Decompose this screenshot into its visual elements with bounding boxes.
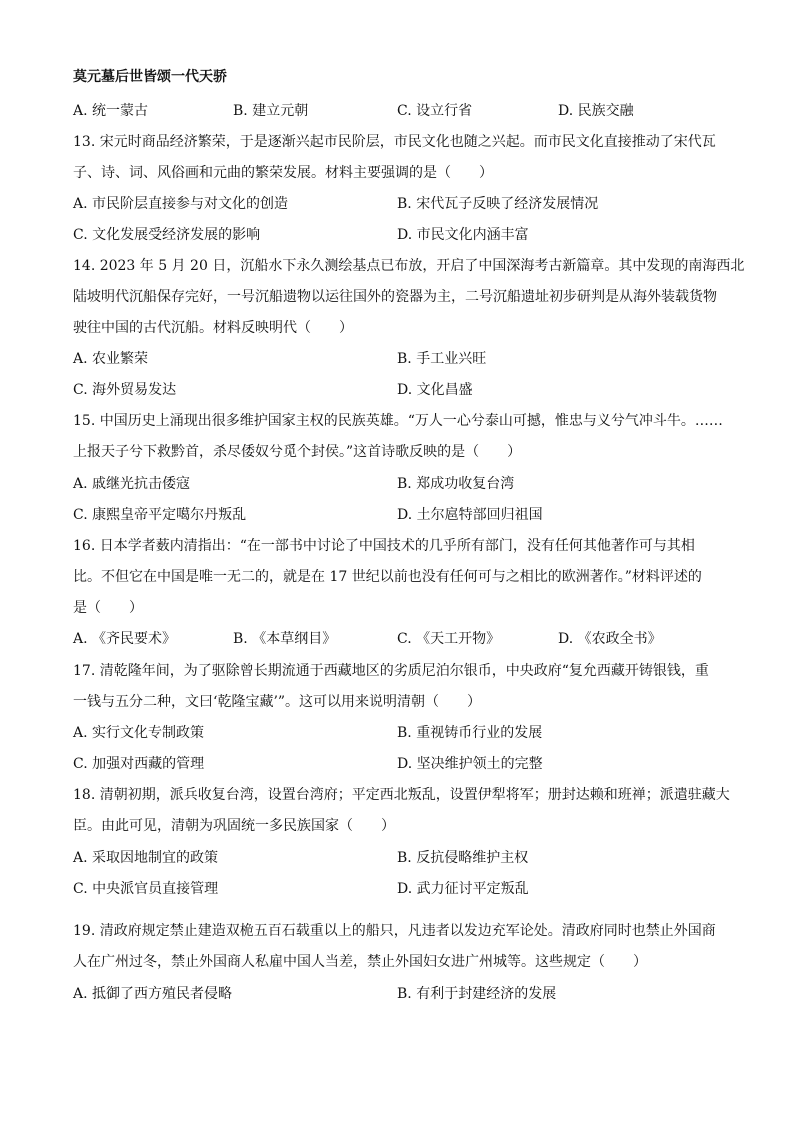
q19-stem-line-1: 19. 清政府规定禁止建造双桅五百石载重以上的船只，凡违者以发边充军论处。清政府同时也禁止外国商 <box>73 923 716 939</box>
q14-option-b: B. 手工业兴旺 <box>397 351 487 367</box>
q14-option-c: C. 海外贸易发达 <box>73 382 177 398</box>
q17-option-b: B. 重视铸币行业的发展 <box>397 725 543 741</box>
q18-option-c: C. 中央派官员直接管理 <box>73 881 219 897</box>
q16-option-c: C. 《天工开物》 <box>397 631 501 647</box>
section-title: 莫元墓后世皆颂一代天骄 <box>73 69 227 85</box>
q17-option-c: C. 加强对西藏的管理 <box>73 756 205 772</box>
q19-stem-line-2: 人在广州过冬，禁止外国商人私雇中国人当差，禁止外国妇女进广州城等。这些规定（ ） <box>73 954 647 970</box>
q16-stem-line-3: 是（ ） <box>73 600 143 616</box>
q13-option-c: C. 文化发展受经济发展的影响 <box>73 227 261 243</box>
q18-option-a: A. 采取因地制宜的政策 <box>73 850 219 866</box>
q15-option-a: A. 戚继光抗击倭寇 <box>73 476 191 492</box>
q14-stem-line-3: 驶往中国的古代沉船。材料反映明代（ ） <box>73 320 353 336</box>
q13-option-b: B. 宋代瓦子反映了经济发展情况 <box>397 196 599 212</box>
q16-option-a: A. 《齐民要术》 <box>73 631 177 647</box>
q16-stem-line-2: 比。不但它在中国是唯一无二的，就是在 17 世纪以前也没有任何可与之相比的欧洲著作。”材料评述的 <box>73 569 702 585</box>
q17-stem-line-1: 17. 清乾隆年间，为了驱除曾长期流通于西藏地区的劣质尼泊尔银币，中央政府“复允西藏开铸银钱，重 <box>73 663 709 679</box>
q12-option-d: D. 民族交融 <box>558 103 634 119</box>
q19-option-b: B. 有利于封建经济的发展 <box>397 986 557 1002</box>
q12-option-a: A. 统一蒙古 <box>73 103 149 119</box>
q17-option-a: A. 实行文化专制政策 <box>73 725 205 741</box>
q19-option-a: A. 抵御了西方殖民者侵略 <box>73 986 233 1002</box>
q18-option-d: D. 武力征讨平定叛乱 <box>397 881 529 897</box>
q13-option-d: D. 市民文化内涵丰富 <box>397 227 529 243</box>
q12-option-b: B. 建立元朝 <box>233 103 309 119</box>
q15-option-d: D. 土尔扈特部回归祖国 <box>397 507 543 523</box>
q17-option-d: D. 坚决维护领土的完整 <box>397 756 543 772</box>
q16-option-b: B. 《本草纲目》 <box>233 631 337 647</box>
q14-option-d: D. 文化昌盛 <box>397 382 473 398</box>
q14-stem-line-2: 陆坡明代沉船保存完好，一号沉船遗物以运往国外的瓷器为主，二号沉船遗址初步研判是从海外装载货物 <box>73 289 717 305</box>
q18-option-b: B. 反抗侵略维护主权 <box>397 850 529 866</box>
q14-stem-line-1: 14. 2023 年 5 月 20 日，沉船水下永久测绘基点已布放，开启了中国深海考古新篇章。其中发现的南海西北 <box>73 258 745 274</box>
q16-option-d: D. 《农政全书》 <box>558 631 662 647</box>
q18-stem-line-1: 18. 清朝初期，派兵收复台湾，设置台湾府；平定西北叛乱，设置伊犁将军；册封达赖和班禅；派遣驻藏大 <box>73 787 730 803</box>
q16-stem-line-1: 16. 日本学者薮内清指出：“在一部书中讨论了中国技术的几乎所有部门，没有任何其他著作可与其相 <box>73 538 695 554</box>
q13-stem-line-2: 子、诗、词、风俗画和元曲的繁荣发展。材料主要强调的是（ ） <box>73 165 493 181</box>
q13-stem-line-1: 13. 宋元时商品经济繁荣，于是逐渐兴起市民阶层，市民文化也随之兴起。而市民文化直接推动了宋代瓦 <box>73 134 716 150</box>
q15-stem-line-1: 15. 中国历史上涌现出很多维护国家主权的民族英雄。“万人一心兮泰山可撼，惟忠与义兮气冲斗牛。…… <box>73 413 723 429</box>
q17-stem-line-2: 一钱与五分二种，文曰‘乾隆宝藏’”。这可以用来说明清朝（ ） <box>73 694 482 710</box>
q15-option-b: B. 郑成功收复台湾 <box>397 476 515 492</box>
q15-stem-line-2: 上报天子兮下救黔首，杀尽倭奴兮觅个封侯。”这首诗歌反映的是（ ） <box>73 444 522 460</box>
q13-option-a: A. 市民阶层直接参与对文化的创造 <box>73 196 289 212</box>
q18-stem-line-2: 臣。由此可见，清朝为巩固统一多民族国家（ ） <box>73 818 395 834</box>
q15-option-c: C. 康熙皇帝平定噶尔丹叛乱 <box>73 507 247 523</box>
q14-option-a: A. 农业繁荣 <box>73 351 149 367</box>
q12-option-c: C. 设立行省 <box>397 103 473 119</box>
